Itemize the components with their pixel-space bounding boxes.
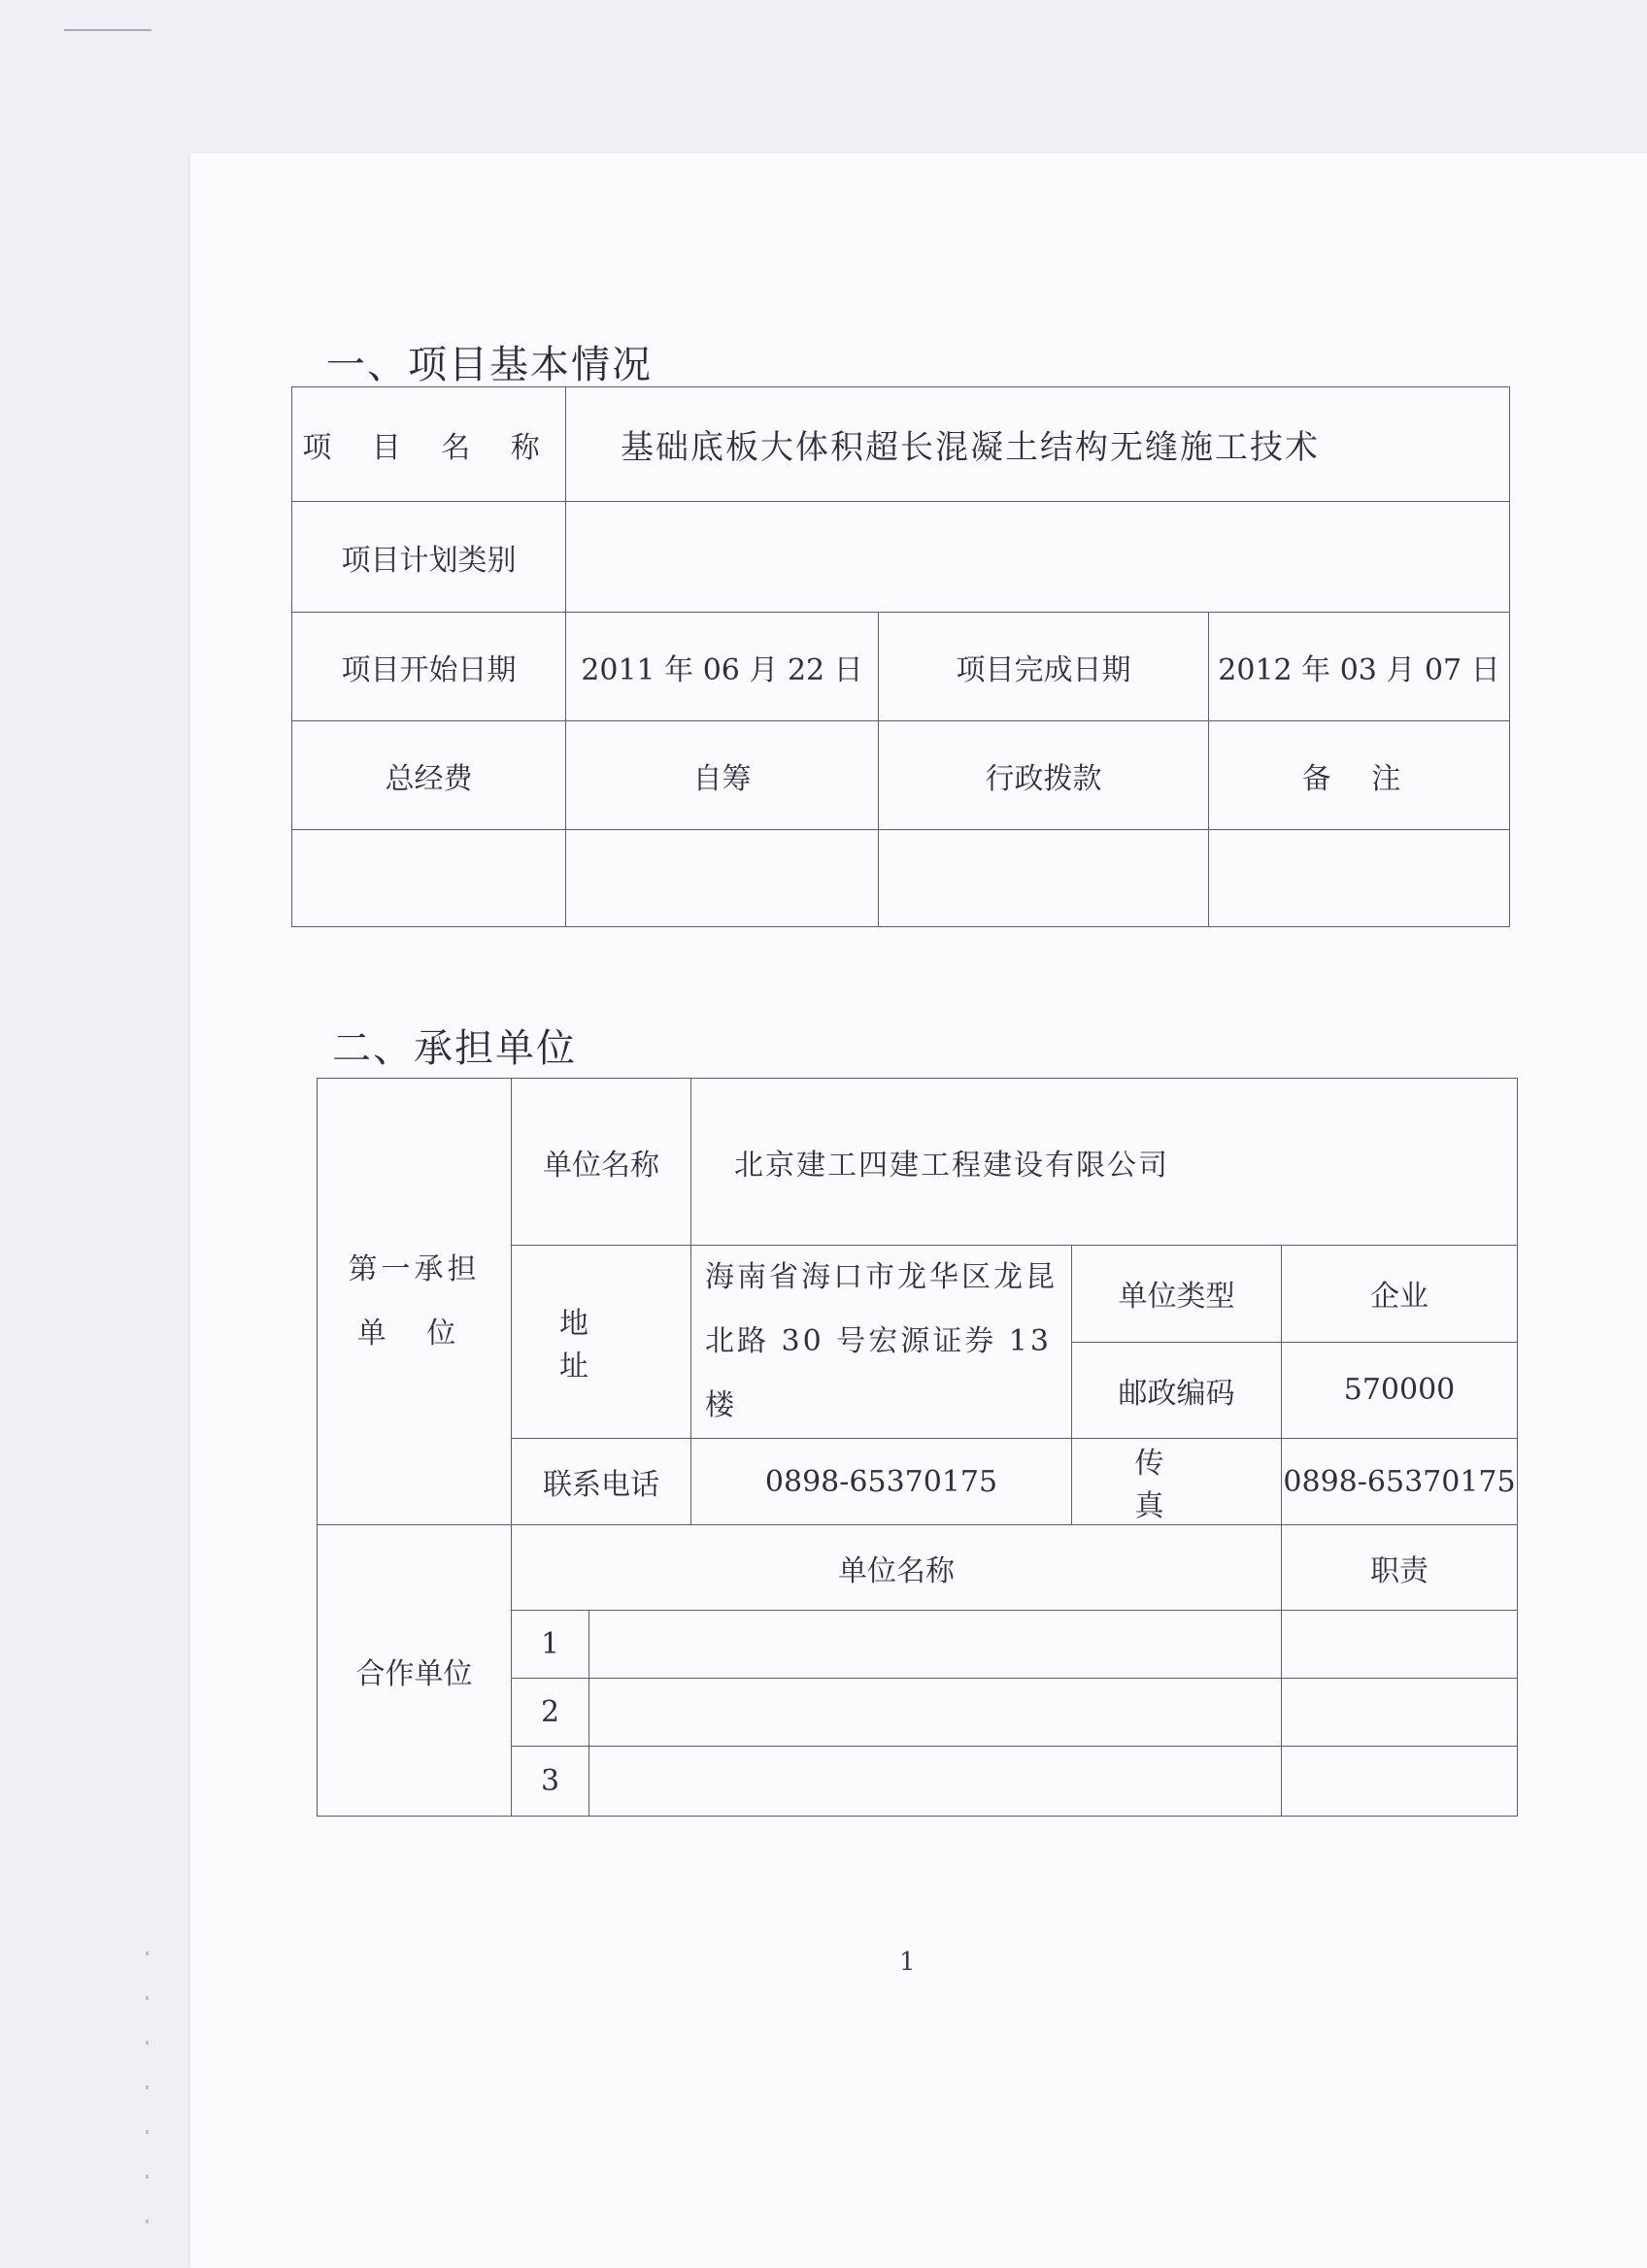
unit-type-value: 企业 — [1282, 1246, 1518, 1343]
fax-label: 传 真 — [1072, 1439, 1282, 1525]
coop-row-name — [589, 1747, 1282, 1817]
total-funding-value — [292, 830, 566, 927]
coop-row-name — [589, 1679, 1282, 1747]
table-row — [292, 502, 1510, 613]
unit-type-label: 单位类型 — [1072, 1246, 1282, 1343]
cooperation-unit-label: 合作单位 — [318, 1525, 512, 1817]
address-label: 地 址 — [512, 1246, 691, 1439]
start-date-value: 2011 年 06 月 22 日 — [566, 613, 879, 721]
coop-row-number: 3 — [512, 1747, 589, 1817]
coop-name-header: 单位名称 — [512, 1525, 1282, 1611]
section2-title: 二、承担单位 — [332, 1026, 577, 1071]
remarks-header: 备 注 — [1209, 721, 1510, 830]
self-funding-header: 自筹 — [566, 721, 879, 830]
page-number: 1 — [899, 1948, 916, 1977]
section1-title: 一、项目基本情况 — [326, 343, 653, 387]
coop-row-duty — [1282, 1679, 1518, 1747]
end-date-value: 2012 年 03 月 07 日 — [1209, 613, 1510, 721]
unit-name-label: 单位名称 — [512, 1079, 691, 1246]
fax-value: 0898-65370175 — [1282, 1439, 1518, 1525]
start-date-label: 项目开始日期 — [292, 613, 566, 721]
first-unit-label — [318, 1079, 512, 1525]
admin-allocation-value — [879, 830, 1209, 927]
remarks-value — [1209, 830, 1510, 927]
coop-row-duty — [1282, 1611, 1518, 1679]
table-row — [292, 613, 1510, 721]
admin-allocation-header: 行政拨款 — [879, 721, 1209, 830]
phone-label: 联系电话 — [512, 1439, 691, 1525]
address-line1: 海南省海口市龙华区龙昆 — [705, 1260, 1058, 1294]
total-funding-header: 总经费 — [292, 721, 566, 830]
scan-edge-mark — [64, 29, 151, 31]
self-funding-value — [566, 830, 879, 927]
postal-code-label: 邮政编码 — [1072, 1342, 1282, 1439]
table-row — [292, 721, 1510, 830]
plan-category-label: 项目计划类别 — [292, 502, 566, 613]
address-line2: 北路 30 号宏源证券 13 楼 — [705, 1324, 1052, 1422]
plan-category-value — [566, 502, 1510, 613]
coop-row-number: 1 — [512, 1611, 589, 1679]
project-name-label: 项 目 名 称 — [292, 387, 566, 502]
first-unit-label-line1: 第一承担 — [348, 1251, 481, 1286]
undertaking-unit-table — [317, 1078, 1518, 1817]
project-name-value: 基础底板大体积超长混凝土结构无缝施工技术 — [566, 387, 1510, 502]
table-row — [318, 1079, 1518, 1246]
postal-code-value: 570000 — [1282, 1342, 1518, 1439]
table-row — [292, 387, 1510, 502]
scan-margin-marks — [146, 1951, 149, 2262]
address-value — [691, 1246, 1072, 1439]
table-row — [318, 1525, 1518, 1611]
project-basic-info-table — [291, 386, 1510, 927]
coop-row-duty — [1282, 1747, 1518, 1817]
phone-value: 0898-65370175 — [691, 1439, 1072, 1525]
end-date-label: 项目完成日期 — [879, 613, 1209, 721]
first-unit-label-line2: 单 位 — [356, 1316, 472, 1351]
table-row — [292, 830, 1510, 927]
coop-row-number: 2 — [512, 1679, 589, 1747]
coop-row-name — [589, 1611, 1282, 1679]
unit-name-value: 北京建工四建工程建设有限公司 — [691, 1079, 1518, 1246]
coop-duty-header: 职责 — [1282, 1525, 1518, 1611]
